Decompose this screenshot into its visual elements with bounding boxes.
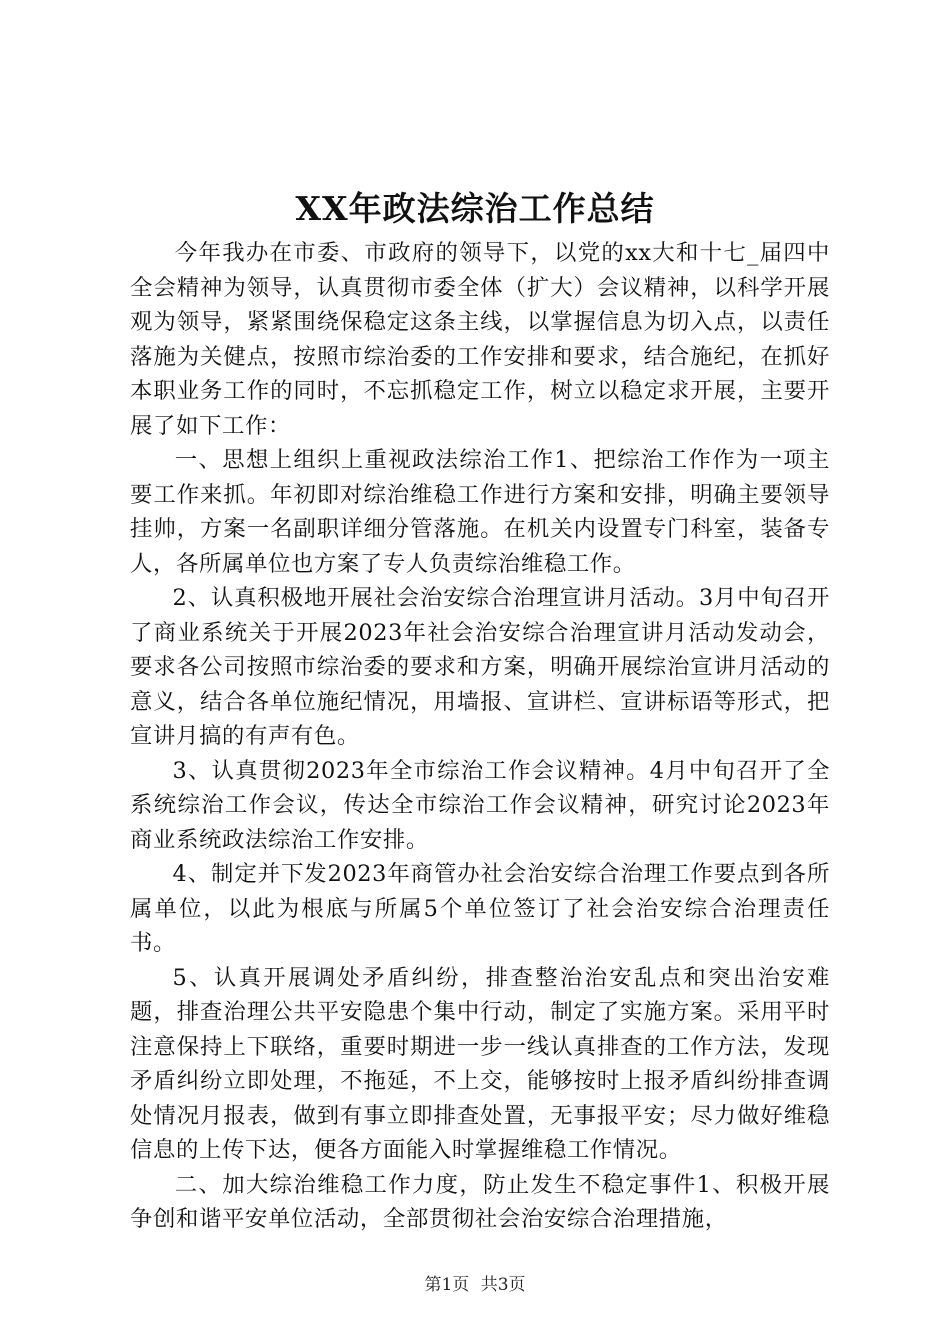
page-number: 第1页 <box>424 1275 470 1295</box>
paragraph-section-2: 二、加大综治维稳工作力度，防止发生不稳定事件1、积极开展争创和谐平安单位活动，全部贯彻社会治安综合治理措施， <box>130 1171 830 1232</box>
paragraph-item-4: 4、制定并下发2023年商管办社会治安综合治理工作要点到各所属单位，以此为根底与所属5个单位签订了社会治安综合治理责任书。 <box>130 861 830 956</box>
paragraph-section-1: 一、思想上组织上重视政法综治工作1、把综治工作作为一项主要工作来抓。年初即对综治维稳工作进行方案和安排，明确主要领导挂帅，方案一名副职详细分管落施。在机关内设置专门科室，装备专人，各所属单位也方案了专人负责综治维稳工作。 <box>130 447 830 577</box>
document-title: XX年政法综治工作总结 <box>295 189 655 228</box>
document-body <box>130 236 830 1237</box>
paragraph-intro: 今年我办在市委、市政府的领导下，以党的xx大和十七_届四中全会精神为领导，认真贯彻市委全体（扩大）会议精神，以科学开展观为领导，紧紧围绕保稳定这条主线，以掌握信息为切入点，以责任落施为关健点，按照市综治委的工作安排和要求，结合施纪，在抓好本职业务工作的同时，不忘抓稳定工作，树立以稳定求开展，主要开展了如下工作： <box>130 240 830 439</box>
page-total: 共3页 <box>480 1275 526 1295</box>
page-footer <box>0 1273 950 1297</box>
paragraph-item-2: 2、认真积极地开展社会治安综合治理宣讲月活动。3月中旬召开了商业系统关于开展2023年社会治安综合治理宣讲月活动发动会，要求各公司按照市综治委的要求和方案，明确开展综治宣讲月活动的意义，结合各单位施纪情况，用墙报、宣讲栏、宣讲标语等形式，把宣讲月搞的有声有色。 <box>130 585 830 749</box>
paragraph-item-5: 5、认真开展调处矛盾纠纷，排查整治治安乱点和突出治安难题，排查治理公共平安隐患个集中行动，制定了实施方案。采用平时注意保持上下联络，重要时期进一步一线认真排查的工作方法，发现矛盾纠纷立即处理，不拖延，不上交，能够按时上报矛盾纠纷排查调处情况月报表，做到有事立即排查处置，无事报平安；尽力做好维稳信息的上传下达，便各方面能入时掌握维稳工作情况。 <box>130 964 830 1163</box>
paragraph-item-3: 3、认真贯彻2023年全市综治工作会议精神。4月中旬召开了全系统综治工作会议，传达全市综治工作会议精神，研究讨论2023年商业系统政法综治工作安排。 <box>130 757 830 853</box>
